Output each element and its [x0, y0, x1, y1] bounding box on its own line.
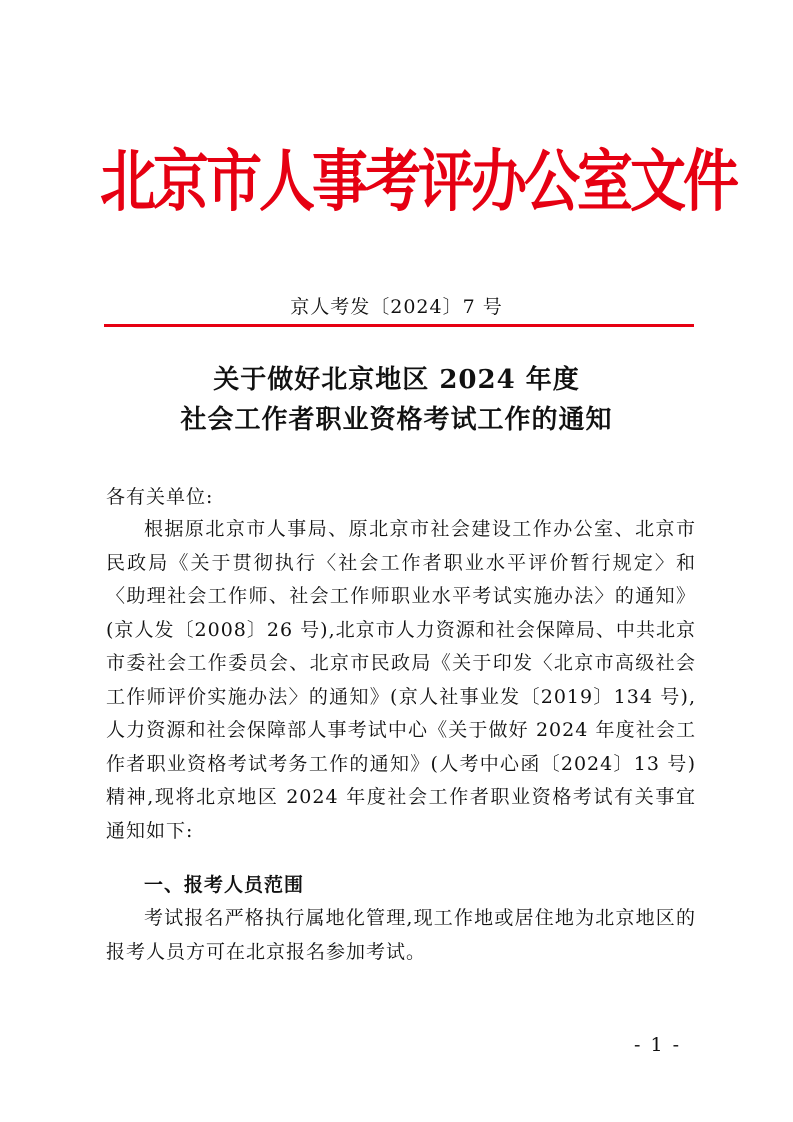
red-divider-line — [104, 324, 694, 327]
body-paragraph-1: 根据原北京市人事局、原北京市社会建设工作办公室、北京市民政局《关于贯彻执行〈社会工作者职业水平评价暂行规定〉和〈助理社会工作师、社会工作师职业水平考试实施办法〉的通知》(京人发〔2008〕26 号),北京市人力资源和社会保障局、中共北京市委社会工作委员会、北京市民政局《关于印发〈北京市高级社会工作师评价实施办法〉的通知》(京人社事业发〔2019〕134 号),人力资源和社会保障部人事考试中心《关于做好 2024 年度社会工作者职业资格考试考务工作的通知》(人考中心函〔2024〕13 号)精神,现将北京地区 2024 年度社会工作者职业资格考试有关事宜通知如下: — [106, 518, 696, 842]
page-number: - 1 - — [633, 1034, 681, 1056]
notice-title-line-2: 社会工作者职业资格考试工作的通知 — [180, 405, 613, 435]
agency-header-title: 北京市人事考评办公室文件 — [100, 143, 736, 222]
salutation: 各有关单位: — [106, 486, 214, 508]
notice-title-line-1: 关于做好北京地区 2024 年度 — [213, 365, 580, 395]
section-1-paragraph: 考试报名严格执行属地化管理,现工作地或居住地为北京地区的报考人员方可在北京报名参加考试。 — [106, 907, 696, 963]
document-number: 京人考发〔2024〕7 号 — [290, 296, 503, 318]
section-1-heading: 一、报考人员范围 — [144, 874, 305, 896]
